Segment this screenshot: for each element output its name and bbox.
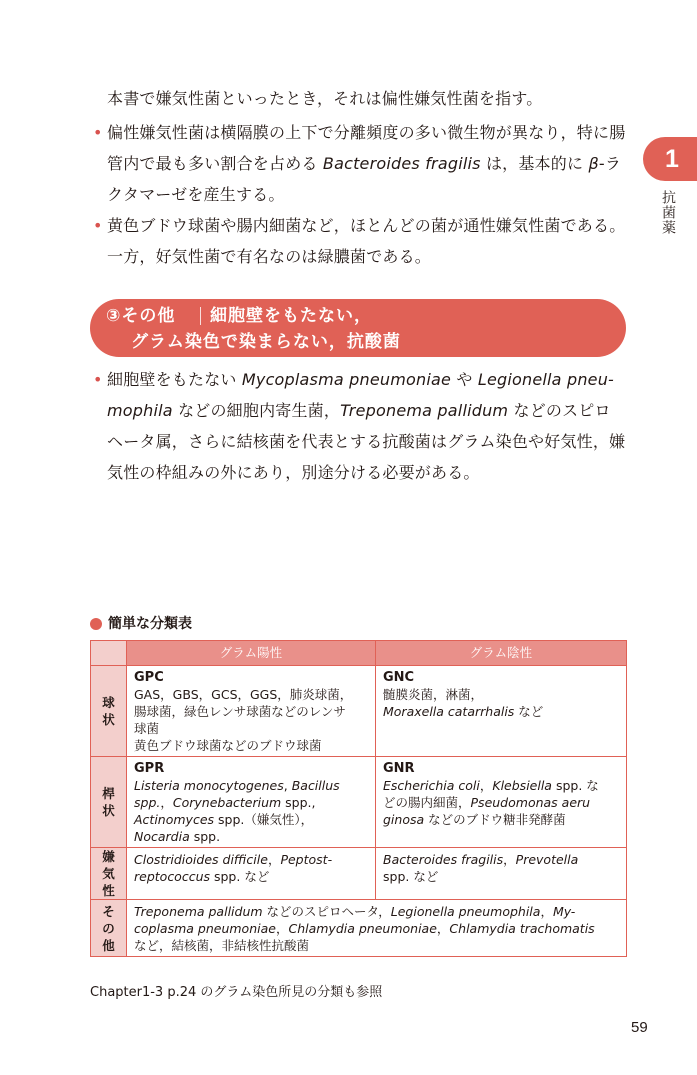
section-title-line1: 細胞壁をもたない，: [210, 306, 372, 326]
italic-term: Pseudomonas aeru: [470, 795, 591, 810]
cell-line: [134, 703, 369, 720]
bullet-line: [107, 432, 625, 452]
text-run: 管内で最も多い割合を占める: [107, 154, 323, 173]
italic-term: Chlamydia trachomatis: [449, 921, 595, 936]
row-header-char: そ: [102, 903, 115, 919]
table-row: [91, 848, 627, 900]
intro-paragraph: 本書で嫌気性菌といったとき，それは偏性嫌気性菌を指す。: [107, 89, 543, 108]
cell-line: [134, 937, 620, 954]
bullet-line: [107, 463, 480, 483]
row-header-char: 性: [102, 883, 115, 898]
italic-term: Listeria monocytogenes: [134, 778, 284, 793]
italic-term: mophila: [107, 401, 173, 420]
italic-term: Nocardia: [134, 829, 190, 844]
text-run: や: [451, 370, 478, 389]
column-header-gram-negative: グラム陰性: [376, 641, 627, 666]
table-title: 簡単な分類表: [108, 616, 192, 632]
cell-line: [134, 686, 369, 703]
bullet-line: [107, 247, 431, 267]
text-run: ，: [160, 795, 173, 810]
row-header: [91, 666, 127, 757]
italic-term: spp.: [134, 795, 161, 810]
italic-term: Actinomyces: [134, 812, 215, 827]
italic-term: Prevotella: [515, 852, 579, 867]
table-row: [91, 666, 627, 757]
cell-group-heading: GNC: [383, 670, 415, 685]
text-run: などのブドウ糖非発酵菌: [424, 812, 566, 827]
cell-group-heading: GPR: [134, 761, 165, 776]
cell-line: [134, 811, 369, 828]
text-run: ，: [540, 904, 553, 919]
row-header-char: 桿: [102, 786, 115, 801]
text-run: spp.,: [281, 795, 316, 810]
text-run: 気性の枠組みの外にあり，別途分ける必要がある。: [107, 463, 480, 482]
text-run: -ラ: [598, 154, 622, 173]
cell-line: [134, 920, 620, 937]
text-run: 髄膜炎菌，淋菌，: [383, 687, 484, 702]
row-header: [91, 848, 127, 900]
italic-term: Peptost-: [280, 852, 333, 867]
text-run: 細胞壁をもたない: [107, 370, 242, 389]
italic-term: Chlamydia pneumoniae: [288, 921, 437, 936]
italic-term: Clostridioides difficile: [134, 852, 268, 867]
cell-group-heading: GNR: [383, 761, 415, 776]
italic-term: Legionella pneu-: [477, 370, 615, 389]
cell-group-heading: GPC: [134, 670, 164, 685]
gram-negative-cell: [376, 848, 627, 900]
text-run: spp.（嫌気性），: [214, 812, 314, 827]
row-header: [91, 757, 127, 848]
cell-line: [134, 777, 369, 794]
row-header: [91, 900, 127, 957]
other-cell: [127, 900, 627, 957]
text-run: spp. な: [551, 778, 599, 793]
bullet-line: [107, 185, 285, 205]
section-title-line2: グラム染色で染まらない，抗酸菌: [131, 332, 401, 352]
cell-line: [134, 794, 369, 811]
text-run: クタマーゼを産生する。: [107, 185, 285, 204]
page-number: 59: [631, 1019, 648, 1036]
text-run: ，: [503, 852, 516, 867]
italic-term: Treponema pallidum: [340, 401, 509, 420]
cell-line: [134, 828, 369, 845]
italic-term: ginosa: [383, 812, 425, 827]
text-run: ，: [267, 852, 281, 867]
row-header-char: 他: [102, 937, 115, 953]
cell-line: [134, 868, 369, 885]
text-run: 球菌: [134, 721, 160, 736]
footnote: Chapter1-3 p.24 のグラム染色所見の分類も参照: [90, 985, 383, 1000]
gram-negative-cell: [376, 666, 627, 757]
text-run: ，: [479, 778, 493, 793]
row-header-char: 気: [102, 866, 115, 881]
text-run: 偏性嫌気性菌は横隔膜の上下で分離頻度の多い微生物が異なり，特に腸: [107, 123, 626, 142]
text-run: など，結核菌，非結核性抗酸菌: [134, 938, 310, 953]
gram-positive-cell: [127, 666, 376, 757]
text-run: spp. など: [383, 869, 439, 884]
bullet-line: [107, 154, 621, 174]
table-corner-cell: [91, 641, 127, 666]
gram-negative-cell: [376, 757, 627, 848]
chapter-number-tab: 1: [643, 137, 697, 181]
row-header-char: 嫌: [102, 849, 115, 864]
row-header-char: 球: [102, 695, 115, 710]
section-label: ③その他: [106, 306, 176, 326]
bullet-line: [107, 123, 625, 143]
text-run: 黄色ブドウ球菌や腸内細菌など，ほとんどの菌が通性嫌気性菌である。: [107, 216, 626, 235]
text-run: など: [514, 704, 544, 719]
italic-term: Bacteroides fragilis: [383, 852, 504, 867]
text-run: spp. など: [210, 869, 270, 884]
row-header-char: 状: [102, 712, 115, 727]
text-run: 腸球菌，緑色レンサ球菌などのレンサ: [134, 704, 346, 719]
text-run: どの腸内細菌，: [383, 795, 471, 810]
cell-line: [383, 851, 620, 868]
text-run: ，: [275, 921, 289, 936]
bullet-marker: •: [93, 370, 103, 389]
chapter-title-vertical: 抗菌薬: [660, 190, 676, 235]
classification-table: [90, 640, 627, 957]
text-run: spp.: [189, 829, 221, 844]
cell-line: [383, 686, 620, 703]
cell-line: [383, 811, 620, 828]
cell-line: [383, 703, 620, 720]
italic-term: Legionella pneumophila: [390, 904, 541, 919]
cell-line: [134, 851, 369, 868]
text-run: などの細胞内寄生菌，: [172, 401, 341, 420]
text-run: 一方，好気性菌で有名なのは緑膿菌である。: [107, 247, 432, 266]
text-run: などのスピロヘータ，: [262, 904, 391, 919]
gram-positive-cell: [127, 757, 376, 848]
italic-term: Corynebacterium: [172, 795, 282, 810]
cell-line: [134, 737, 369, 754]
italic-term: Bacillus: [291, 778, 340, 793]
italic-term: Klebsiella: [492, 778, 552, 793]
text-run: 黄色ブドウ球菌などのブドウ球菌: [134, 738, 322, 753]
column-header-gram-positive: グラム陽性: [127, 641, 376, 666]
italic-term: Bacteroides fragilis: [322, 154, 481, 173]
row-header-char: の: [102, 920, 115, 936]
cell-line: [134, 903, 620, 920]
text-run: などのスピロ: [508, 401, 611, 420]
bullet-marker: •: [93, 123, 103, 142]
italic-term: Mycoplasma pneumoniae: [241, 370, 452, 389]
italic-term: Treponema pallidum: [134, 904, 263, 919]
row-header-char: 状: [102, 803, 115, 818]
cell-line: [134, 720, 369, 737]
text-run: GAS，GBS，GCS，GGS，肺炎球菌，: [134, 687, 353, 702]
table-row-other: [91, 900, 627, 957]
text-run: は，基本的に: [480, 154, 589, 173]
bullet-line: [107, 216, 625, 236]
cell-line: [383, 777, 620, 794]
text-run: ヘータ属，さらに結核菌を代表とする抗酸菌はグラム染色や好気性，嫌: [107, 432, 626, 451]
section-separator: [200, 307, 201, 325]
italic-term: coplasma pneumoniae: [134, 921, 276, 936]
cell-line: [383, 868, 620, 885]
italic-term: reptococcus: [134, 869, 211, 884]
text-run: ,: [283, 778, 292, 793]
italic-term: My-: [552, 904, 576, 919]
table-title-dot-icon: [90, 618, 102, 630]
text-run: ，: [436, 921, 450, 936]
cell-line: [383, 794, 620, 811]
table-row: [91, 757, 627, 848]
bullet-marker: •: [93, 216, 103, 235]
italic-term: Escherichia coli: [383, 778, 480, 793]
bullet-line: [107, 370, 614, 390]
italic-term: β: [588, 154, 599, 173]
italic-term: Moraxella catarrhalis: [383, 704, 515, 719]
table-body: [91, 666, 627, 957]
gram-positive-cell: [127, 848, 376, 900]
bullet-line: [107, 401, 611, 421]
